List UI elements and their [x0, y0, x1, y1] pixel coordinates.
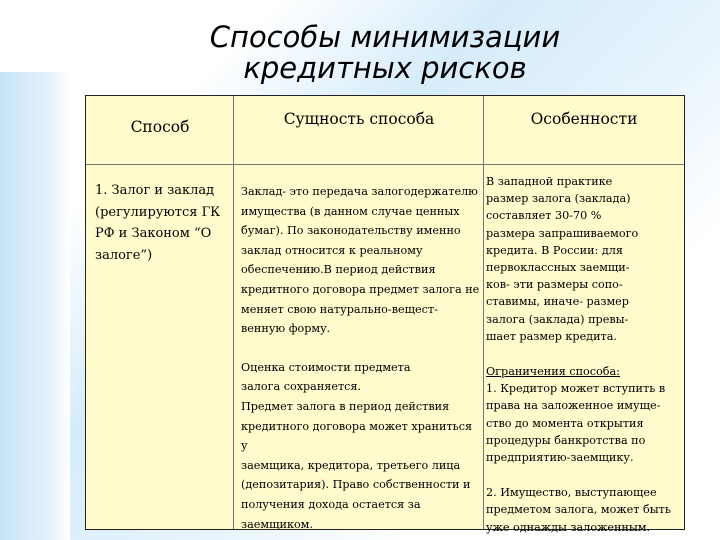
slide-title: Способы минимизации кредитных рисков [209, 20, 561, 85]
features-paragraph-1: В западной практике размер залога (заклада) составляет 30-70 % размера запрашиваемого кредита. В России: для первоклассных заемщи- ков- эти размеры сопо- ставимы, иначе- размер залога (заклада) превы- шает размер кредита. [486, 175, 639, 343]
background-decoration [0, 72, 70, 540]
features-paragraph-3: 2. Имущество, выступающее предметом залога, может быть уже однажды заложенным. [486, 486, 671, 534]
header-essence: Сущность способа [283, 110, 435, 128]
spacer [486, 345, 682, 363]
cell-features [486, 173, 682, 536]
header-features: Особенности [530, 110, 638, 128]
essence-paragraph-1: Заклад- это передача залогодержателю имущества (в данном случае ценных бумаг). По законодательству именно заклад относится к реальному обеспечению.В период действия кредитного договора предмет залога не меняет свою натурально-вещест- венную форму. [241, 185, 480, 336]
cell-method: 1. Залог и заклад (регулируются ГК РФ и Законом “О залоге”) [95, 183, 221, 263]
essence-paragraph-2: Оценка стоимости предмета залога сохраняется. Предмет залога в период действия кредитного договора может храниться у заемщика, кредитора, третьего лица (депозитария). Право собственности и получения дохода остается за заемщиком. [241, 360, 473, 531]
features-paragraph-2: 1. Кредитор может вступить в права на заложенное имуще- ство до момента открытия процедуры банкротства по предприятию-заемщику. [486, 382, 666, 465]
spacer [486, 466, 682, 484]
spacer [241, 339, 481, 358]
cell-essence [241, 182, 481, 534]
features-limits-heading: Ограничения способа: [486, 365, 620, 379]
header-method: Способ [130, 118, 190, 136]
content-table [85, 95, 685, 534]
